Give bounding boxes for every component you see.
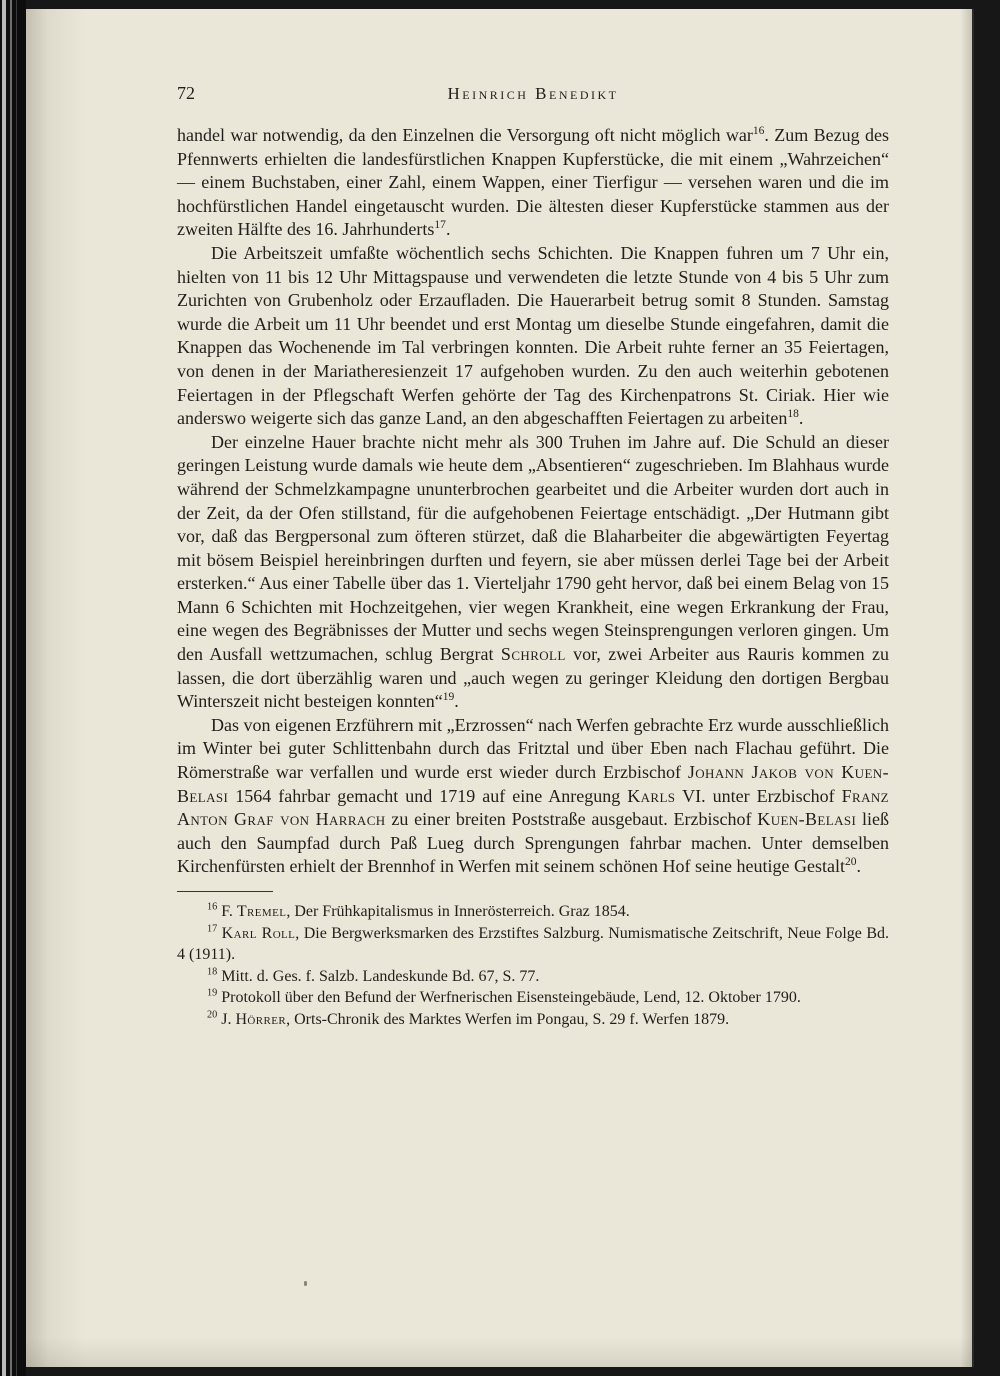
paragraph <box>177 431 889 714</box>
paragraph <box>177 714 889 879</box>
page-stack-edge-line <box>10 0 12 1376</box>
text-run: Mitt. d. Ges. f. Salzb. Landeskunde Bd. 67, S. 77. <box>217 967 540 985</box>
text-run: Protokoll über den Befund der Werfnerischen Eisensteingebäude, Lend, 12. Oktober 1790. <box>217 989 801 1007</box>
text-run: . <box>454 691 459 712</box>
footnote-rule <box>177 891 273 892</box>
paragraph <box>177 124 889 242</box>
small-caps-name: Schroll <box>500 644 566 665</box>
text-run: Die Arbeitszeit umfaßte wöchentlich sechs Schichten. Die Knappen fuhren um 7 Uhr ein, hielten von 11 bis 12 Uhr Mittagspause und verwendeten die letzte Stunde von 4 bis 5 Uhr zum Zurichten von Grubenholz oder Erzaufladen. Die Hauerarbeit betrug somit 8 Stunden. Samstag wurde die Arbeit um 11 Uhr beendet und erst Montag um dieselbe Stunde eingefahren, damit die Knappen das Wochenende im Tal verbringen konnten. Die Arbeit ruhte ferner an 35 Feiertagen, von denen in der Mariatheresienzeit 17 aufgehoben wurden. Zu den auch weiterhin gebotenen Feiertagen in der Pflegschaft Werfen gehörte der Tag des Kirchenpatrons St. Ciriak. Hier wie anderswo weigerte sich das ganze Land, an den abgeschafften Feiertagen zu arbeiten <box>177 242 889 429</box>
footnote <box>177 923 889 966</box>
body-paragraphs <box>177 124 889 879</box>
text-run: . <box>856 856 862 877</box>
page-stack-edge-line <box>2 0 6 1376</box>
text-run: . Zum Bezug des Pfennwerts erhielten die landesfürstlichen Knappen Kupferstücke, die mit einem „Wahrzeichen“ — einem Buchstaben, einer Zahl, einem Wappen, einer Tierfigur — versehen waren und die im hochfürstlichen Handel eingetauscht wurden. Die ältesten dieser Kupferstücke stammen aus der zweiten Hälfte des 16. Jahrhunderts <box>177 125 889 240</box>
page-header <box>177 83 889 109</box>
text-run: 1564 fahrbar gemacht und 1719 auf eine Anregung <box>228 785 628 806</box>
text-run: VI. unter Erzbischof <box>675 785 842 806</box>
small-caps-name: Karls <box>627 785 676 806</box>
footnote <box>177 1009 889 1031</box>
text-run: Der einzelne Hauer brachte nicht mehr als 300 Truhen im Jahre auf. Die Schuld an dieser geringen Leistung wurde damals wie heute dem „Absentieren“ zugeschrieben. Im Blahhaus wurde während der Schmelzkampagne ununterbrochen gearbeitet und die Arbeiter wurden dort auch in der Zeit, da der Ofen stillstand, für die aufgehobenen Feiertage entschädigt. „Der Hutmann gibt vor, daß das Bergpersonal zum öfteren stürzet, daß die Blaharbeiter die abgewärtigten Feyertag mit bösem Beispiel hereinbringen durften und feyern, sie aber müssen derlei Tage bei der Arbeit ersterken.“ Aus einer Tabelle über das 1. Vierteljahr 1790 geht hervor, daß bei einem Belag von 15 Mann 6 Schichten mit Hochzeitgehen, vier wegen Krankheit, eine wegen Erkrankung der Frau, eine wegen des Begräbnisses der Mutter und sechs wegen Steinsprengungen verloren gingen. Um den Ausfall wettzumachen, schlug Bergrat <box>177 431 889 665</box>
text-run: F. <box>217 903 237 920</box>
footnote-ref: 20 <box>207 1009 218 1021</box>
paragraph <box>177 242 889 431</box>
footnote <box>177 901 889 923</box>
footnote-ref: 18 <box>207 966 218 978</box>
footnote-ref: 16 <box>207 901 218 913</box>
small-caps-name: Hörrer <box>235 1010 287 1028</box>
text-run: , Die Bergwerksmarken des Erzstiftes Salzburg. Numismatische Zeitschrift, Neue Folge Bd. 4 (1911). <box>177 924 889 964</box>
book-page <box>26 9 972 1367</box>
small-caps-name: Tremel <box>236 903 287 920</box>
footnote <box>177 966 889 988</box>
text-run: zu einer breiten Poststraße ausgebaut. Erzbischof <box>385 809 758 830</box>
text-run: vor, zwei Arbeiter aus Rauris kommen zu lassen, die dort überzählig waren und „auch wegen zu geringer Kleidung den dortigen Bergbau Winterszeit nicht besteigen konnten“ <box>177 644 890 712</box>
footnote-ref: 19 <box>207 988 218 1000</box>
footnote-ref: 18 <box>787 408 799 421</box>
page-number: 72 <box>177 83 195 103</box>
footnote-ref: 16 <box>752 125 765 137</box>
scan-speck <box>304 1281 307 1286</box>
footnote-ref: 17 <box>207 923 218 935</box>
footnote-ref: 17 <box>434 219 446 232</box>
small-caps-name: Kuen-Belasi <box>757 809 857 830</box>
footnote-ref: 20 <box>845 856 857 869</box>
text-run: . <box>798 408 804 429</box>
small-caps-name: Franz Anton Graf von Harrach <box>177 785 889 830</box>
small-caps-name: Karl Roll <box>221 924 296 942</box>
scanner-edge-strip <box>0 0 26 1376</box>
text-run: , Der Frühkapitalismus in Innerösterreich. Graz 1854. <box>286 903 630 920</box>
page-stack-edge-line <box>16 0 17 1376</box>
text-column <box>177 83 889 1031</box>
footnote-list <box>177 901 889 1031</box>
text-run: , Orts-Chronik des Marktes Werfen im Pongau, S. 29 f. Werfen 1879. <box>286 1010 730 1028</box>
footnote-ref: 19 <box>442 691 455 704</box>
small-caps-name: Johann Jakob von Kuen-Belasi <box>177 762 889 806</box>
text-run: handel war notwendig, da den Einzelnen die Versorgung oft nicht möglich war <box>177 125 753 145</box>
text-run: . <box>445 219 451 240</box>
text-run: ließ auch den Saumpfad durch Paß Lueg durch Sprengungen fahrbar machen. Unter demselben Kirchenfürsten erhielt der Brennhof in Werfen mit seinem schönen Hof seine heutige Gestalt <box>177 809 890 877</box>
text-run: J. <box>217 1010 236 1028</box>
footnote <box>177 987 889 1009</box>
text-run: Das von eigenen Erzführern mit „Erzrossen“ nach Werfen gebrachte Erz wurde ausschließlich im Winter bei guter Schlittenbahn durch das Fritztal und über Eben nach Flachau geführt. Die Römerstraße war verfallen und wurde erst wieder durch Erzbischof <box>177 714 889 783</box>
running-title: Heinrich Benedikt <box>447 84 619 103</box>
